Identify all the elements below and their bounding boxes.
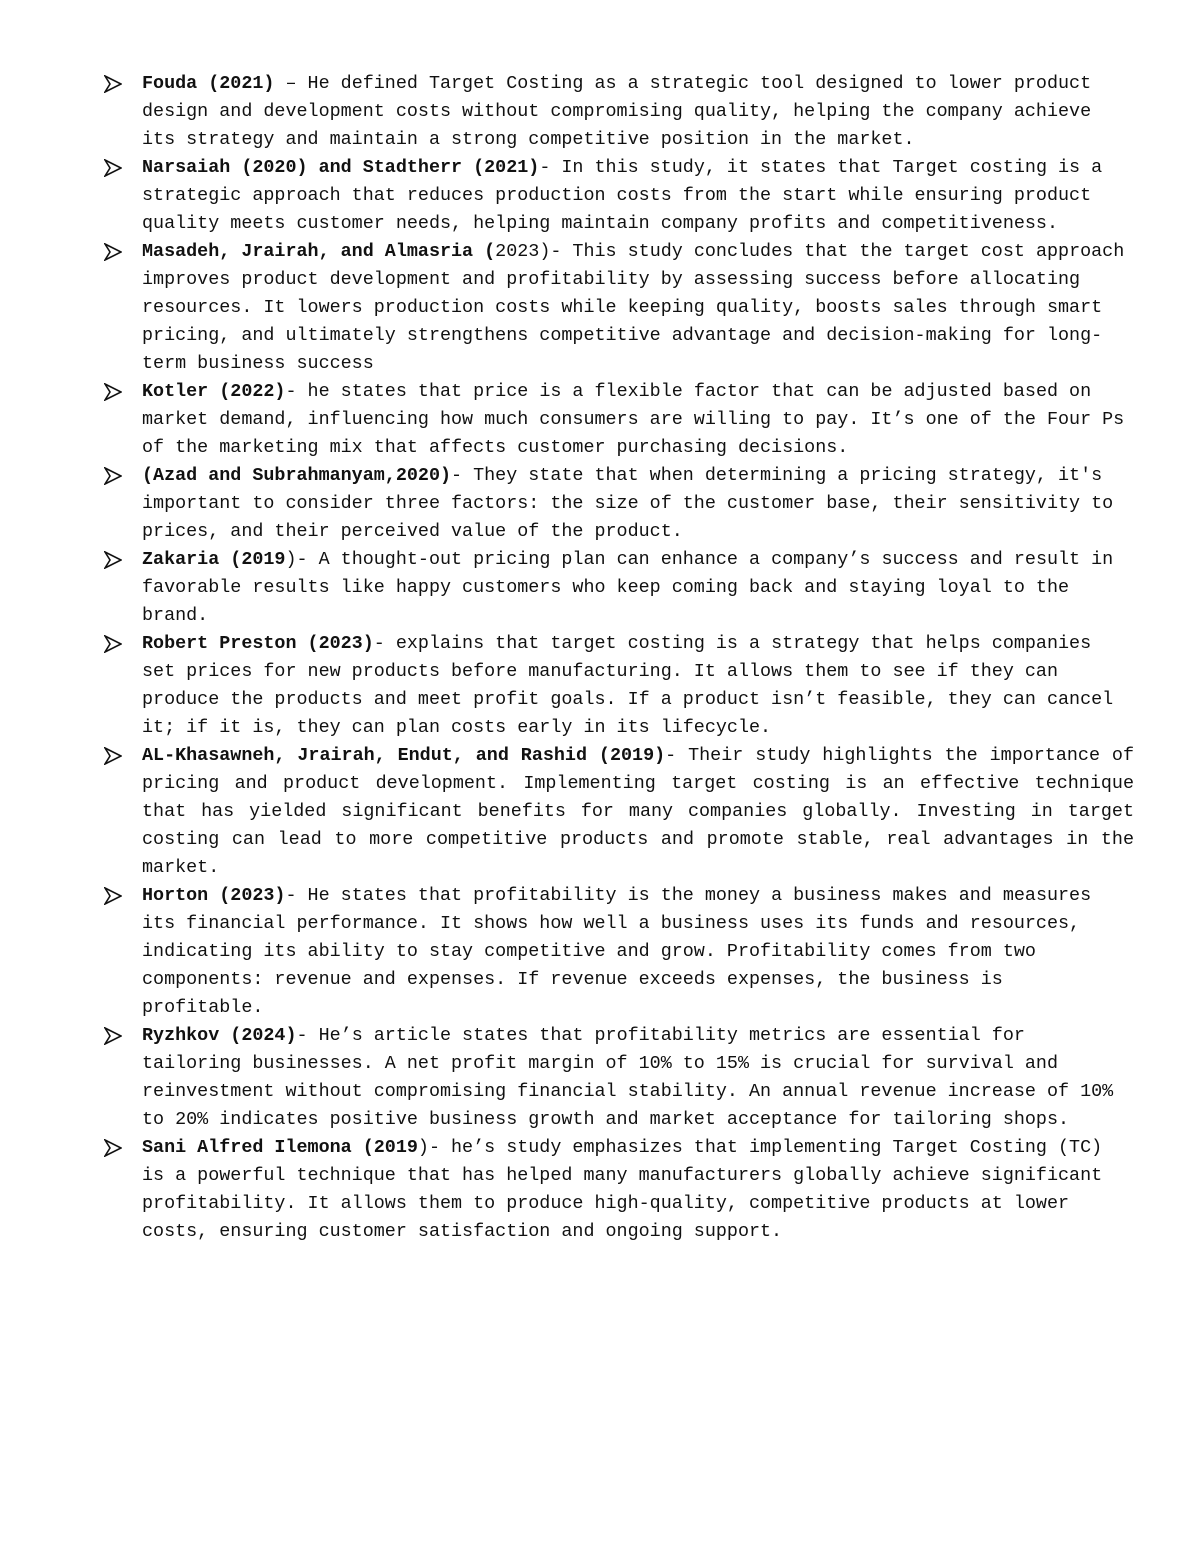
- arrowhead-bullet-icon: [104, 383, 122, 401]
- entry-author: Fouda (2021): [142, 73, 275, 94]
- entry-text: - Their study highlights the importance of pricing and product development. Implementing target costing is an effective technique that has yielded significant benefits for many companies globally. Investing in target costing can lead to more competitive products and promote stable, real advantages in the market.: [142, 745, 1134, 878]
- arrowhead-bullet-icon: [104, 887, 122, 905]
- arrowhead-bullet-icon: [104, 1139, 122, 1157]
- entry-text: - In this study, it states that Target costing is a strategic approach that reduces production costs from the start while ensuring product quality meets customer needs, helping maintain company profits and competitiveness.: [142, 157, 1103, 234]
- list-item: [104, 1022, 1134, 1134]
- entry-author-year: 2023: [495, 241, 540, 262]
- arrowhead-bullet-icon: [104, 1027, 122, 1045]
- entry-author: AL-Khasawneh, Jrairah, Endut, and Rashid (2019): [142, 745, 666, 766]
- arrowhead-bullet-icon: [104, 467, 122, 485]
- entry-text: - explains that target costing is a strategy that helps companies set prices for new products before manufacturing. It allows them to see if they can produce the products and meet profit goals. If a product isn’t feasible, they can cancel it; if it is, they can plan costs early in its lifecycle.: [142, 633, 1114, 738]
- entry-author: Robert Preston (2023): [142, 633, 374, 654]
- list-item: [104, 882, 1134, 1022]
- literature-review-list: [104, 70, 1134, 1246]
- entry-text: - He states that profitability is the money a business makes and measures its financial performance. It shows how well a business uses its funds and resources, indicating its ability to stay competitive and grow. Profitability comes from two components: revenue and expenses. If revenue exceeds expenses, the business is profitable.: [142, 885, 1092, 1018]
- arrowhead-bullet-icon: [104, 635, 122, 653]
- list-item: [104, 742, 1134, 882]
- entry-author: Zakaria (2019: [142, 549, 286, 570]
- list-item: [104, 1134, 1134, 1246]
- entry-author: Horton (2023): [142, 885, 286, 906]
- entry-author: Masadeh, Jrairah, and Almasria (: [142, 241, 496, 262]
- list-item: [104, 630, 1134, 742]
- list-item: [104, 154, 1134, 238]
- list-item: [104, 462, 1134, 546]
- entry-text: - He’s article states that profitability metrics are essential for tailoring businesses. A net profit margin of 10% to 15% is crucial for survival and reinvestment without compromising financial stability. An annual revenue increase of 10% to 20% indicates positive business growth and market acceptance for tailoring shops.: [142, 1025, 1114, 1130]
- list-item: [104, 238, 1134, 378]
- entry-text: – He defined Target Costing as a strategic tool designed to lower product design and development costs without compromising quality, helping the company achieve its strategy and maintain a strong competitive position in the market.: [142, 73, 1092, 150]
- arrowhead-bullet-icon: [104, 159, 122, 177]
- arrowhead-bullet-icon: [104, 75, 122, 93]
- entry-author: Narsaiah (2020) and Stadtherr (2021): [142, 157, 540, 178]
- entry-text: )- he’s study emphasizes that implementing Target Costing (TC) is a powerful technique that has helped many manufacturers globally achieve significant profitability. It allows them to produce high-quality, competitive products at lower costs, ensuring customer satisfaction and ongoing support.: [142, 1137, 1103, 1242]
- entry-text: - They state that when determining a pricing strategy, it's important to consider three factors: the size of the customer base, their sensitivity to prices, and their perceived value of the product.: [142, 465, 1114, 542]
- entry-text: - he states that price is a flexible factor that can be adjusted based on market demand, influencing how much consumers are willing to pay. It’s one of the Four Ps of the marketing mix that affects customer purchasing decisions.: [142, 381, 1125, 458]
- entry-author: (Azad and Subrahmanyam,2020): [142, 465, 452, 486]
- entry-author: Kotler (2022): [142, 381, 286, 402]
- arrowhead-bullet-icon: [104, 747, 122, 765]
- entry-text: )- A thought-out pricing plan can enhance a company’s success and result in favorable results like happy customers who keep coming back and staying loyal to the brand.: [142, 549, 1114, 626]
- entry-text: )- This study concludes that the target cost approach improves product development and profitability by assessing success before allocating resources. It lowers production costs while keeping quality, boosts sales through smart pricing, and ultimately strengthens competitive advantage and decision-making for long-term business success: [142, 241, 1125, 374]
- list-item: [104, 546, 1134, 630]
- entry-author: Ryzhkov (2024): [142, 1025, 297, 1046]
- list-item: [104, 378, 1134, 462]
- list-item: [104, 70, 1134, 154]
- arrowhead-bullet-icon: [104, 243, 122, 261]
- arrowhead-bullet-icon: [104, 551, 122, 569]
- entry-author: Sani Alfred Ilemona (2019: [142, 1137, 418, 1158]
